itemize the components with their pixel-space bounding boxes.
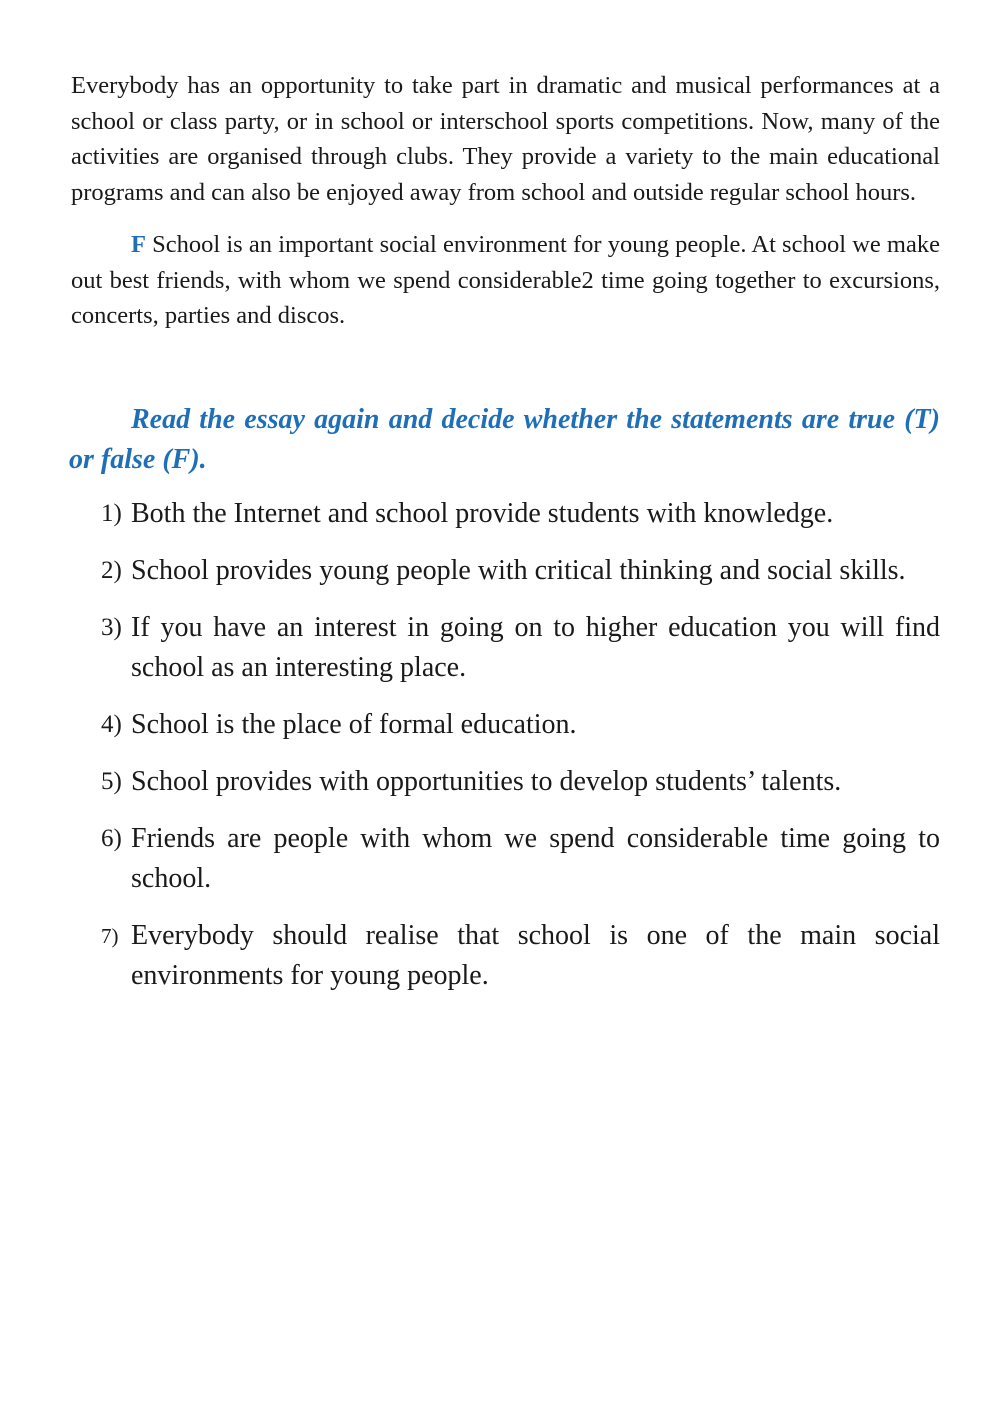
task-instruction: Read the essay again and decide whether the statements are true (T) or false (F). <box>69 403 940 475</box>
statement-item <box>71 819 940 899</box>
statement-item <box>71 705 940 745</box>
statement-item <box>71 916 940 996</box>
statement-number: 5) <box>101 767 122 795</box>
statement-number: 3) <box>101 613 122 641</box>
statement-list <box>71 494 940 996</box>
statement-item <box>71 762 940 802</box>
statement-item <box>71 494 940 534</box>
statement-number: 4) <box>101 710 122 738</box>
statement-text: School provides with opportunities to develop students’ talents. <box>131 765 842 797</box>
statement-text: If you have an interest in going on to higher education you will find school as an interesting place. <box>131 611 940 683</box>
statement-item <box>71 608 940 688</box>
document-page <box>71 68 940 1013</box>
statement-text: Friends are people with whom we spend considerable time going to school. <box>131 822 940 894</box>
essay-paragraph-f <box>71 227 940 334</box>
paragraph-f-text: School is an important social environment for young people. At school we make out best friends, with whom we spend considerable2 time going together to excursions, concerts, parties and discos. <box>71 231 940 329</box>
statement-item <box>71 551 940 591</box>
statement-text: School is the place of formal education. <box>131 708 577 740</box>
statement-number: 6) <box>101 824 122 852</box>
statement-number: 2) <box>101 556 122 584</box>
statement-text: Everybody should realise that school is one of the main social environments for young people. <box>131 919 940 991</box>
statement-text: Both the Internet and school provide students with knowledge. <box>131 497 834 529</box>
statement-number: 1) <box>101 499 122 527</box>
statement-text: School provides young people with critical thinking and social skills. <box>131 554 906 586</box>
paragraph-letter: F <box>131 231 146 258</box>
statement-number: 7) <box>101 923 119 948</box>
essay-paragraph-continued: Everybody has an opportunity to take part in dramatic and musical performances at a school or class party, or in school or interschool sports competitions. Now, many of the activities are organised through clubs. They provide a variety to the main educational programs and can also be enjoyed away from school and outside regular school hours. <box>71 72 940 206</box>
